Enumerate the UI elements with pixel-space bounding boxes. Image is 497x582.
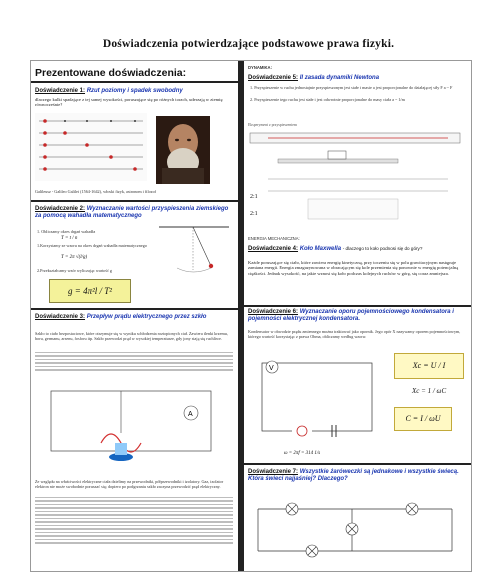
reactance-formula: Xc = U / I bbox=[394, 353, 464, 379]
right-column bbox=[244, 61, 471, 571]
page-title: Doświadczenia potwierdzające podstawowe prawa fizyki. bbox=[102, 38, 395, 50]
s5-number: Doświadczenie 5: bbox=[248, 75, 299, 81]
s6-title: Wyznaczanie oporu pojemnościowego kondensatora i pojemności elektrycznej kondensatora. bbox=[248, 309, 454, 322]
s5-graph-title: Eksperyment z przyspieszeniem bbox=[248, 123, 297, 127]
s6-text: Kondensator w obwodzie prądu zmiennego można traktować jako opornik. Jego opór X nazywamy oporem pojemnościowym, którego wartość korzystając z prawa Ohma, obliczamy według wzoru: bbox=[248, 329, 461, 339]
glass-circuit-diagram bbox=[41, 383, 231, 473]
s1-number: Doświadczenie 1: bbox=[35, 88, 86, 94]
document-sheet bbox=[30, 60, 472, 572]
s5-ratio-2: 2:1 bbox=[250, 211, 258, 217]
s1-title: Rzut poziomy i spadek swobodny bbox=[86, 88, 183, 94]
s5-line1: 1. Przyspieszenie w ruchu jednostajnie przyspieszonym jest stałe i masie a jest proporcjonalne do działającej siły F a ~ F bbox=[250, 85, 453, 90]
bulbs-circuit-diagram bbox=[252, 489, 467, 564]
s7-number: Doświadczenie 7: bbox=[248, 469, 299, 475]
divider bbox=[244, 305, 471, 307]
left-column bbox=[31, 61, 238, 571]
s1-text: dlaczego kulki spadające z tej samej wysokości, poruszające się po różnych torach, uderzają w ziemię równocześnie? bbox=[35, 97, 223, 108]
capacitor-circuit-diagram bbox=[252, 351, 382, 441]
s2-number: Doświadczenie 2: bbox=[35, 206, 86, 212]
newton-experiment-diagram bbox=[248, 129, 468, 229]
s1-heading bbox=[35, 88, 235, 95]
omega-value: ω = 2πf = 314 1/s bbox=[284, 451, 321, 456]
s3-title: Przepływ prądu elektrycznego przez szkło bbox=[86, 314, 207, 320]
s3-text2: Ze względu na właściwości elektryczne ciała dzielimy na przewodniki, półprzewodniki i izolatory. Gaz, izolator elektron nie może swobodnie poruszać się; dopiero po podgrzaniu szkło zaczyna przewodzić prąd elektryczny. bbox=[35, 479, 224, 489]
s3-text-filler bbox=[35, 352, 233, 373]
s4-intro: - dlaczego to koło podnosi się do góry? bbox=[342, 246, 423, 251]
s7-heading bbox=[248, 469, 468, 483]
s2-title: Wyznaczanie wartości przyspieszenia ziemskiego za pomocą wahadła matematycznego bbox=[35, 206, 229, 219]
s2-formula-period: T = t / n bbox=[61, 236, 78, 241]
s4-title: Koło Maxwella bbox=[299, 246, 342, 252]
s3-text-filler bbox=[35, 497, 233, 546]
s7-title: Wszystkie żaróweczki są jednakowe i wszystkie świecą. Która świeci najjaśniej? Dlaczego? bbox=[248, 469, 459, 482]
s2-heading bbox=[35, 206, 235, 220]
s2-step1: 1. Obliczamy okres drgań wahadła bbox=[37, 229, 96, 234]
divider bbox=[31, 200, 238, 202]
pendulum-diagram bbox=[149, 224, 235, 278]
s6-heading bbox=[248, 309, 468, 323]
s2-step1b: 1.Korzystamy ze wzoru na okres drgań wahadła matematycznego bbox=[37, 243, 147, 248]
s6-number: Doświadczenie 6: bbox=[248, 309, 299, 315]
s2-formula-pendulum: T = 2π √(l/g) bbox=[61, 255, 88, 260]
s5-heading bbox=[248, 75, 468, 82]
svg-text:A: A bbox=[188, 411, 193, 418]
s1-caption: Galileusz - Galileo Galilei (1564-1642), włoski fizyk, astronom i filozof bbox=[35, 189, 157, 194]
capacitance-formula: C = I / ωU bbox=[394, 407, 452, 431]
s3-heading bbox=[35, 314, 235, 321]
divider bbox=[244, 463, 471, 465]
s3-number: Doświadczenie 3: bbox=[35, 314, 86, 320]
left-heading: Prezentowane doświadczenia: bbox=[35, 67, 187, 79]
s4-heading bbox=[248, 245, 468, 253]
s2-step2: 2.Przekształcamy wzór wyliczając wartość g bbox=[37, 268, 112, 273]
gravity-formula: g = 4π²l / T² bbox=[49, 279, 131, 303]
s4-text: Każde poruszające się ciało, które zawiera energię kinetyczną, przy toczeniu się w polu grawitacyjnym następuje zamiana energii. Energia zmagazynowana w obracającym się kole przemienia się ponownie w energię potencjalną ciężkości. Jednak wysokość, na jakie wznosi się koło podczas kolejnych ruchów w górę, się coraz zmniejsza. bbox=[248, 260, 459, 276]
divider bbox=[31, 308, 238, 310]
dynamics-label: DYNAMIKA: bbox=[248, 65, 272, 70]
divider bbox=[31, 81, 238, 83]
energy-label: ENERGIA MECHANICZNA: bbox=[248, 236, 300, 241]
s5-title: II zasada dynamiki Newtona bbox=[299, 75, 380, 81]
galileo-portrait bbox=[156, 116, 210, 184]
s4-number: Doświadczenie 4: bbox=[248, 246, 299, 252]
reactance-omega-formula: Xc = 1 / ωC bbox=[412, 387, 447, 395]
s5-line2: 2. Przyspieszenie tego ruchu jest stałe i jest odwrotnie proporcjonalne do masy ciała a ~ 1/m bbox=[250, 97, 405, 102]
s5-ratio-1: 2:1 bbox=[250, 194, 258, 200]
s3-text: Szkło to ciało bezpostaciowe, które otrzymuje się w wyniku schłodzenia roztopionych ciał. Zawiera tlenki krzemu, boru, germanu, arsenu, fosforu itp. Szkło przewodzi prąd w wysokiej temperaturze, gdy jony stają się ruchliwe. bbox=[35, 331, 228, 341]
projectile-diagram bbox=[35, 113, 147, 181]
svg-text:V: V bbox=[269, 365, 274, 372]
